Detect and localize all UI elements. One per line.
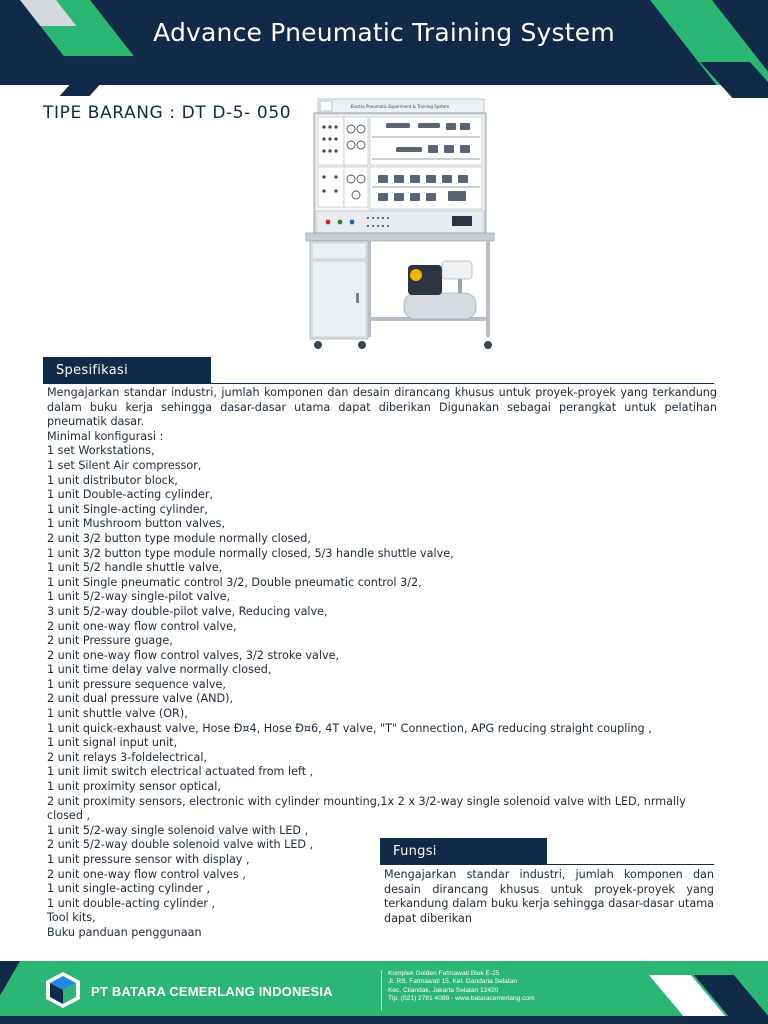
config-list-item: 2 unit dual pressure valve (AND),	[47, 692, 234, 706]
address-line: Tlp. (021) 2781 4088 - www.bataracemerlang.com	[388, 995, 535, 1003]
page-header	[0, 0, 768, 85]
function-heading: Fungsi	[380, 838, 547, 864]
config-list-item: 2 unit one-way flow control valves, 3/2 stroke valve,	[47, 648, 340, 662]
config-list-item: 1 unit quick-exhaust valve, Hose Ð¤4, Hose Ð¤6, 4T valve, "T" Connection, APG reducing straight coupling ,	[47, 721, 652, 735]
config-list-item: 1 unit 5/2-way single solenoid valve with LED ,	[47, 823, 309, 837]
config-list-item: 1 unit double-acting cylinder ,	[47, 896, 216, 910]
product-image	[302, 97, 498, 357]
company-address	[388, 970, 535, 1004]
config-list-item: 3 unit 5/2-way double-pilot valve, Reducing valve,	[47, 604, 328, 618]
config-list-item: 2 unit one-way flow control valve,	[47, 619, 237, 633]
config-list-item: 1 unit 3/2 button type module normally closed, 5/3 handle shuttle valve,	[47, 546, 454, 560]
config-list-item: 1 unit proximity sensor optical,	[47, 780, 221, 794]
config-list-item: 1 unit 5/2-way single-pilot valve,	[47, 590, 231, 604]
config-list-item: 1 unit Mushroom button valves,	[47, 517, 225, 531]
footer-divider	[381, 970, 382, 1010]
config-list-item: 1 unit pressure sequence valve,	[47, 677, 226, 691]
config-list-item: 2 unit relays 3-foldelectrical,	[47, 750, 208, 764]
specifications-intro: Mengajarkan standar industri, jumlah komponen dan desain dirancang khusus untuk proyek-proyek yang terkandung dalam buku kerja sehingga dasar-dasar utama dapat diberikan Digunakan sebagai perangkat untuk pelatihan pneumatik dasar.	[47, 386, 717, 429]
panel-title-text: Electro Pneumatic Experiment & Training System	[350, 104, 450, 109]
config-list-item: 1 unit Double-acting cylinder,	[47, 488, 214, 502]
specifications-heading: Spesifikasi	[43, 357, 211, 383]
footer-bottom-bar	[0, 1016, 768, 1024]
company-name: PT BATARA CEMERLANG INDONESIA	[91, 984, 333, 999]
config-list-item: 1 unit Single pneumatic control 3/2, Double pneumatic control 3/2,	[47, 575, 422, 589]
config-list-item: 1 unit signal input unit,	[47, 736, 178, 750]
config-list-item: 1 unit distributor block,	[47, 473, 178, 487]
config-list-item: 1 unit limit switch electrical actuated from left ,	[47, 765, 314, 779]
config-list-item: 2 unit one-way flow control valves ,	[47, 867, 246, 881]
config-list-item: 1 unit pressure sensor with display ,	[47, 853, 250, 866]
address-line: Kec. Cilandak, Jakarta Selatan 12420	[388, 986, 499, 994]
company-logo-icon	[43, 970, 83, 1010]
config-list-item: 1 unit 5/2 handle shuttle valve,	[47, 561, 223, 575]
config-list-item: Buku panduan penggunaan	[47, 925, 202, 939]
address-line: Jl. RS. Fatmawati 15, Kel. Gandaria Selatan	[388, 978, 518, 986]
config-list-item: 1 set Silent Air compressor,	[47, 458, 202, 472]
config-list-item: 1 unit time delay valve normally closed,	[47, 663, 272, 677]
config-label: Minimal konfigurasi :	[47, 429, 164, 443]
config-list-item: 2 unit 3/2 button type module normally closed,	[47, 531, 311, 545]
config-list-item: 1 unit Single-acting cylinder,	[47, 502, 208, 516]
config-list-item: 1 unit single-acting cylinder ,	[47, 882, 211, 896]
config-list-item: 2 unit 5/2-way double solenoid valve with LED ,	[47, 838, 314, 852]
address-line: Komplek Golden Fatmawati Blok E-25	[388, 970, 500, 977]
config-list-item: 2 unit proximity sensors, electronic with cylinder mounting,1x 2 x 3/2-way single solenoid valve with LED, nrmally closed ,	[47, 794, 686, 823]
function-text: Mengajarkan standar industri, jumlah komponen dan desain dirancang khusus untuk proyek-proyek yang terkandung dalam buku kerja sehingga dasar-dasar utama dapat diberikan	[384, 868, 714, 925]
config-list-item: 1 unit shuttle valve (OR),	[47, 707, 188, 721]
config-list-item: 1 set Workstations,	[47, 444, 155, 458]
model-type-label: TIPE BARANG : DT D-5- 050	[43, 103, 292, 123]
config-list-item: Tool kits,	[47, 911, 96, 925]
section-divider	[43, 383, 714, 384]
config-list	[47, 444, 717, 940]
page-title: Advance Pneumatic Training System	[153, 18, 615, 47]
section-divider	[380, 864, 714, 865]
config-list-item: 2 unit Pressure guage,	[47, 634, 173, 648]
